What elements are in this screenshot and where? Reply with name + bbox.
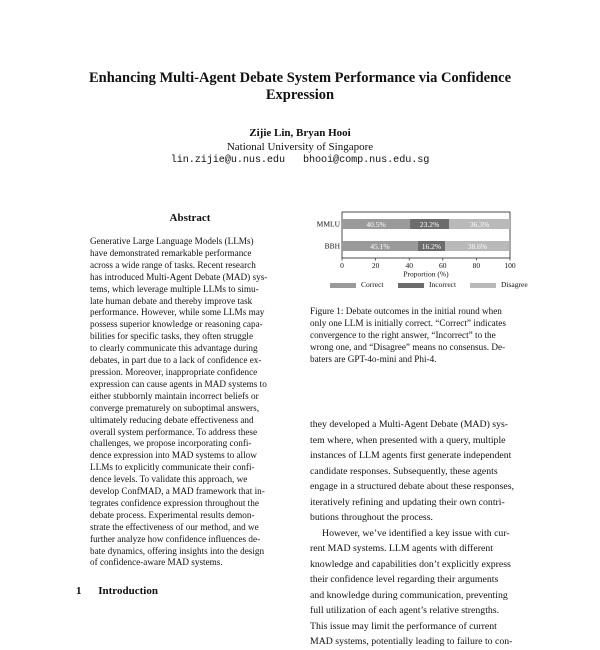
body-line: This issue may limit the performance of current [310, 620, 497, 632]
body-line: instances of LLM agents first generate independent [310, 450, 512, 461]
right-column-text [310, 417, 525, 650]
data-label: 40.5% [366, 219, 386, 229]
abstract-line: tegrates confidence expression throughout the [90, 497, 259, 508]
abstract-line: Generative Large Language Models (LLMs) [90, 236, 254, 246]
category-label: MMLU [316, 219, 340, 229]
body-line: iteratively refining and updating their own contri- [310, 496, 505, 508]
data-label: 45.1% [370, 241, 390, 251]
legend-swatch [470, 283, 496, 288]
abstract-line: challenges, we propose incorporating confi- [90, 438, 252, 449]
figure-caption [310, 306, 525, 366]
category-label: BBH [324, 241, 340, 251]
body-line: MAD systems, potentially leading to failure to con- [310, 636, 513, 647]
abstract-line: LLMs to explicitly communicate their confi- [90, 462, 255, 473]
caption-line: only one LLM is initially correct. “Correct” indicates [310, 317, 506, 328]
email-2: bhooi@comp.nus.edu.sg [302, 155, 430, 166]
abstract-line: converge prematurely on suboptimal answers, [90, 402, 259, 413]
abstract-line: performance. However, while some LLMs may [90, 307, 265, 318]
data-label: 23.2% [419, 219, 440, 229]
caption-line: convergence to the right answer, “Incorrect” to the [310, 329, 496, 340]
body-line: rent MAD systems. LLM agents with different [310, 543, 493, 554]
abstract-line: further analyze how confidence influences de- [90, 533, 261, 544]
data-label: 36.3% [469, 219, 490, 229]
legend-label: Incorrect [429, 280, 457, 289]
body-line: candidate responses. Subsequently, these agents [310, 465, 498, 477]
abstract-line: overall system performance. To address these [90, 426, 258, 437]
x-tick-label: 40 [405, 261, 413, 270]
abstract-heading: Abstract [169, 212, 211, 224]
abstract-line: possess superior knowledge or reasoning capa- [90, 319, 263, 330]
paper-title [60, 70, 540, 104]
body-line: engage in a structured debate about these responses, [310, 481, 515, 492]
abstract-line: of confidence-aware MAD systems. [90, 557, 223, 568]
abstract-line: across a wide range of tasks. Recent research [90, 259, 256, 270]
x-tick-label: 0 [340, 261, 344, 270]
abstract-line: bilities for specific tasks, they often struggle [90, 331, 254, 342]
legend-swatch [330, 283, 356, 288]
abstract-line: late human debate and thereby improve task [90, 295, 253, 306]
section-heading [76, 585, 158, 597]
abstract-line: to clearly communicate this advantage during [90, 343, 258, 354]
section-title: Introduction [98, 585, 158, 597]
legend-label: Disagree [501, 280, 528, 289]
caption-line: wrong one, and “Disagree” means no consensus. De- [310, 341, 506, 352]
abstract-line: debate process. Experimental results demon- [90, 509, 255, 520]
abstract-line: debates, in part due to a lack of confidence ex- [90, 355, 262, 366]
body-line: and knowledge during communication, preventing [310, 589, 508, 601]
emails [100, 155, 500, 166]
abstract-body [90, 236, 290, 569]
abstract-line: bate dynamics, offering insights into the design [90, 545, 265, 556]
caption-line: Figure 1: Debate outcomes in the initial round when [310, 306, 502, 316]
data-label: 38.6% [467, 241, 488, 251]
abstract-line: dence levels. To validate this approach, we [90, 474, 248, 485]
abstract-line: strate the effectiveness of our method, and we [90, 521, 259, 532]
x-tick-label: 80 [472, 261, 481, 270]
caption-line: baters are GPT-4o-mini and Phi-4. [310, 353, 437, 364]
data-label: 16.2% [421, 241, 442, 251]
x-tick-label: 20 [371, 261, 380, 270]
abstract-line: expression can cause agents in MAD systems to [90, 378, 267, 389]
abstract-line: ultimately reducing debate effectiveness and [90, 414, 254, 425]
abstract-line: tems, which leverage multiple LLMs to simu- [90, 283, 259, 294]
legend-swatch [398, 283, 424, 288]
x-tick-label: 100 [504, 261, 516, 270]
body-line: butions throughout the process. [310, 512, 433, 523]
body-line: However, we’ve identified a key issue with cur- [322, 527, 510, 539]
abstract-line: dence expression into MAD systems to allow [90, 450, 257, 461]
title-line-1: Enhancing Multi-Agent Debate System Performance via Confidence [88, 70, 512, 86]
section-number: 1 [76, 585, 82, 597]
body-line: tem where, when presented with a query, multiple [310, 434, 506, 446]
body-line: knowledge and capabilities don’t explicitly express [310, 558, 511, 570]
x-tick-label: 60 [439, 261, 447, 270]
email-1: lin.zijie@u.nus.edu [170, 155, 285, 166]
body-line: their confidence level regarding their arguments [310, 574, 499, 585]
title-line-2: Expression [265, 87, 335, 103]
body-line: full utilization of each agent’s relative strengths. [310, 605, 500, 616]
abstract-line: either stubbornly maintain incorrect beliefs or [90, 390, 259, 401]
abstract-line: develop ConfMAD, a MAD framework that in- [90, 486, 265, 497]
abstract-line: has introduced Multi-Agent Debate (MAD) sys- [90, 271, 268, 282]
legend-label: Correct [361, 280, 384, 289]
authors: Zijie Lin, Bryan Hooi [249, 127, 351, 139]
x-axis-label: Proportion (%) [403, 269, 449, 279]
affiliation: National University of Singapore [226, 141, 374, 153]
body-line: they developed a Multi-Agent Debate (MAD) sys- [310, 419, 509, 430]
abstract-line: have demonstrated remarkable performance [90, 247, 252, 258]
chart-legend [330, 280, 530, 292]
abstract-line: pression. Moreover, inappropriate confidence [90, 366, 258, 377]
